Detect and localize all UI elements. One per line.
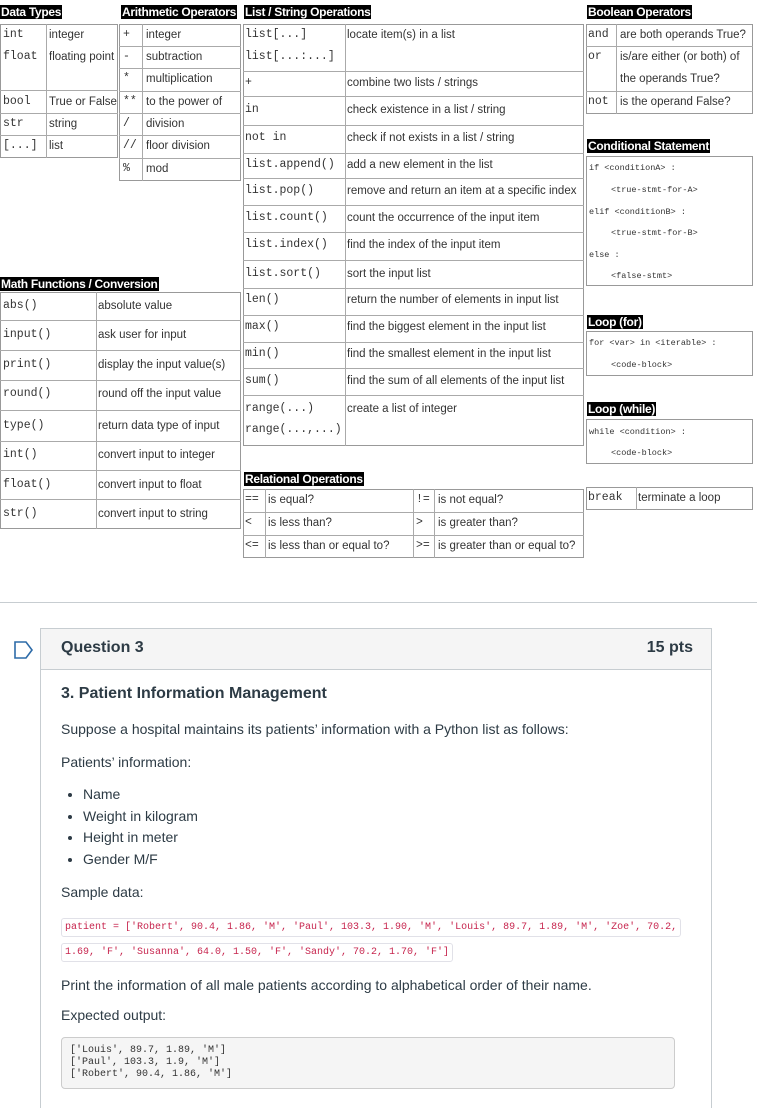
dt-desc-int: integer xyxy=(49,29,85,41)
lo-code2-13: range(...,...) xyxy=(245,423,342,436)
lo-desc-1: combine two lists / strings xyxy=(347,77,479,89)
loop-while-title: Loop (while) xyxy=(588,402,656,416)
mf-desc-6: convert input to float xyxy=(98,479,202,491)
data-types-title: Data Types xyxy=(1,5,62,19)
bool-ops-title: Boolean Operators xyxy=(588,5,691,19)
lo-code-13: range(...) xyxy=(245,402,315,415)
lo-desc-6: count the occurrence of the input item xyxy=(347,212,540,224)
question-card xyxy=(40,628,712,1108)
rel-op2-0: != xyxy=(416,493,430,506)
while-line-1: <code-block> xyxy=(611,448,673,458)
dt-code-bool: bool xyxy=(3,95,31,108)
rel-op2-2: >= xyxy=(416,539,430,552)
rel-op2-1: > xyxy=(416,516,423,529)
mf-code-1: input() xyxy=(3,328,52,341)
lo-code-2: in xyxy=(245,103,259,116)
for-line-0: for <var> in <iterable> : xyxy=(589,338,717,348)
ar-code-4: / xyxy=(123,117,130,130)
bo-code-and: and xyxy=(588,28,609,41)
lo-desc-5: remove and return an item at a specific index xyxy=(347,185,577,197)
expected-output-label: Expected output: xyxy=(61,1007,167,1023)
math-funcs-title: Math Functions / Conversion xyxy=(1,277,158,291)
patients-info-label: Patients’ information: xyxy=(61,754,192,770)
ar-desc-1: subtraction xyxy=(146,51,203,63)
rel-d2-0: is not equal? xyxy=(438,494,504,506)
ar-code-6: % xyxy=(123,162,130,175)
cond-line-5: <false-stmt> xyxy=(611,271,673,281)
rel-d1-2: is less than or equal to? xyxy=(268,540,390,552)
list-item: • Weight in kilogram xyxy=(83,806,693,828)
mf-code-7: str() xyxy=(3,507,38,520)
lo-desc-3: check if not exists in a list / string xyxy=(347,132,515,144)
loop-for-title: Loop (for) xyxy=(588,315,642,329)
lo-code-6: list.count() xyxy=(245,211,328,224)
mf-code-5: int() xyxy=(3,448,38,461)
lo-code-10: max() xyxy=(245,320,280,333)
ar-code-1: - xyxy=(123,50,130,63)
lo-desc-8: sort the input list xyxy=(347,268,431,280)
bo-desc-and: are both operands True? xyxy=(620,29,746,41)
bo-desc-not: is the operand False? xyxy=(620,96,731,108)
mf-code-2: print() xyxy=(3,358,52,371)
mf-desc-5: convert input to integer xyxy=(98,449,215,461)
lo-desc-4: add a new element in the list xyxy=(347,159,493,171)
dt-code-float: float xyxy=(3,50,38,63)
dt-code-int: int xyxy=(3,28,24,41)
list-item: • Name xyxy=(83,784,693,806)
question-header xyxy=(41,629,711,670)
ar-desc-4: division xyxy=(146,118,185,130)
break-desc: terminate a loop xyxy=(638,492,721,504)
bo-code-or: or xyxy=(588,50,602,63)
sample-code: patient = ['Robert', 90.4, 1.86, 'M', 'Paul', 103.3, 1.90, 'M', 'Louis', 89.7, 1.89, 'M', 'Zoe', 70.2, 1.69, 'F', 'Susanna', 64.0, 1.50, 'F', 'Sandy', 70.2, 1.70, 'F'] xyxy=(61,918,681,962)
bo-code-not: not xyxy=(588,95,609,108)
mf-code-4: type() xyxy=(3,419,45,432)
expected-output: ['Louis', 89.7, 1.89, 'M'] ['Paul', 103.3, 1.9, 'M'] ['Robert', 90.4, 1.86, 'M'] xyxy=(61,1037,675,1089)
lo-code-8: list.sort() xyxy=(245,267,321,280)
lo-code-11: min() xyxy=(245,347,280,360)
question-intro: Suppose a hospital maintains its patients’ information with a Python list as follows: xyxy=(61,721,569,737)
section-divider xyxy=(0,602,757,603)
mf-desc-3: round off the input value xyxy=(98,388,222,400)
question-heading: 3. Patient Information Management xyxy=(61,685,327,702)
lo-desc-9: return the number of elements in input list xyxy=(347,294,559,306)
dt-desc-list: list xyxy=(49,140,64,152)
flag-question-icon[interactable] xyxy=(14,641,34,664)
rel-op1-1: < xyxy=(245,516,252,529)
question-points: 15 pts xyxy=(646,639,693,656)
relational-title: Relational Operations xyxy=(245,472,363,486)
ar-code-2: * xyxy=(123,72,130,85)
for-line-1: <code-block> xyxy=(611,360,673,370)
arith-title: Arithmetic Operators xyxy=(122,5,237,19)
cond-line-4: else : xyxy=(589,250,620,260)
lo-desc-2: check existence in a list / string xyxy=(347,104,506,116)
dt-code-str: str xyxy=(3,117,24,130)
rel-d2-2: is greater than or equal to? xyxy=(438,540,576,552)
break-code: break xyxy=(588,491,623,504)
mf-desc-2: display the input value(s) xyxy=(98,359,226,371)
bo-desc-or: is/are either (or both) of the operands True? xyxy=(620,51,740,85)
while-line-0: while <condition> : xyxy=(589,427,686,437)
dt-desc-float: floating point xyxy=(49,51,115,63)
mf-desc-4: return data type of input xyxy=(98,420,220,432)
lo-code-7: list.index() xyxy=(245,238,328,251)
mf-desc-0: absolute value xyxy=(98,300,173,312)
patient-fields-list xyxy=(61,784,693,870)
cond-line-3: <true-stmt-for-B> xyxy=(611,228,698,238)
list-item: • Height in meter xyxy=(83,827,693,849)
ar-desc-6: mod xyxy=(146,163,169,175)
lo-code-3: not in xyxy=(245,131,287,144)
mf-desc-1: ask user for input xyxy=(98,329,187,341)
conditional-box xyxy=(586,156,753,286)
lo-code-0: list[...] xyxy=(245,28,308,41)
ar-code-0: + xyxy=(123,28,130,41)
question-task: Print the information of all male patients according to alphabetical order of their name. xyxy=(61,977,592,993)
lo-desc-10: find the biggest element in the input list xyxy=(347,321,546,333)
cond-line-1: <true-stmt-for-A> xyxy=(611,185,698,195)
rel-d1-0: is equal? xyxy=(268,494,315,506)
dt-desc-bool: True or False xyxy=(49,96,117,108)
dt-code-list: [...] xyxy=(3,139,38,152)
list-ops-title: List / String Operations xyxy=(245,5,371,19)
ar-code-5: // xyxy=(123,139,137,152)
question-body xyxy=(61,685,693,1089)
mf-code-6: float() xyxy=(3,478,52,491)
sample-data-label: Sample data: xyxy=(61,884,144,900)
question-title: Question 3 xyxy=(61,639,144,656)
lo-code-9: len() xyxy=(245,293,280,306)
cond-line-0: if <conditionA> : xyxy=(589,163,676,173)
ar-desc-0: integer xyxy=(146,29,182,41)
lo-desc-11: find the smallest element in the input list xyxy=(347,348,551,360)
lo-code-5: list.pop() xyxy=(245,184,315,197)
lo-desc-0: locate item(s) in a list xyxy=(347,29,456,41)
cond-line-2: elif <conditionB> : xyxy=(589,207,686,217)
mf-desc-7: convert input to string xyxy=(98,508,208,520)
lo-code2-0: list[...:...] xyxy=(245,50,335,63)
rel-d2-1: is greater than? xyxy=(438,517,518,529)
mf-code-3: round() xyxy=(3,387,52,400)
conditional-title: Conditional Statement xyxy=(588,139,710,153)
lo-code-1: + xyxy=(245,76,252,89)
lo-code-12: sum() xyxy=(245,374,280,387)
mf-code-0: abs() xyxy=(3,299,38,312)
dt-desc-str: string xyxy=(49,118,78,130)
ar-desc-3: to the power of xyxy=(146,96,223,108)
ar-code-3: ** xyxy=(123,95,137,108)
rel-d1-1: is less than? xyxy=(268,517,332,529)
list-item: • Gender M/F xyxy=(83,849,693,871)
rel-op1-0: == xyxy=(245,493,259,506)
lo-desc-12: find the sum of all elements of the input list xyxy=(347,375,565,387)
rel-op1-2: <= xyxy=(245,539,259,552)
ar-desc-2: multiplication xyxy=(146,73,213,85)
sample-data-block xyxy=(61,914,681,964)
lo-desc-7: find the index of the input item xyxy=(347,239,501,251)
lo-desc-13: create a list of integer xyxy=(347,403,457,415)
ar-desc-5: floor division xyxy=(146,140,210,152)
lo-code-4: list.append() xyxy=(245,158,335,171)
